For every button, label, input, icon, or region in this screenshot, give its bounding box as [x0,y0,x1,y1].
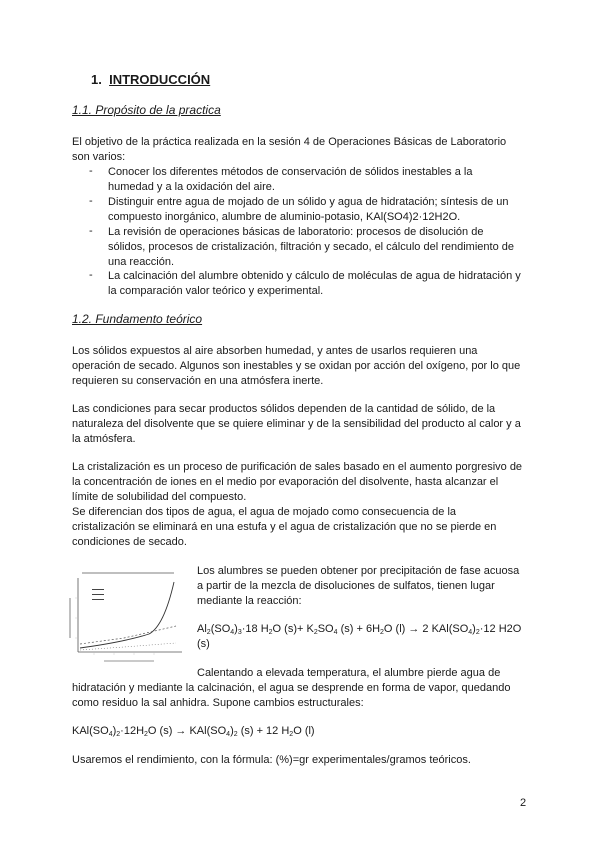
paragraph-yield: Usaremos el rendimiento, con la fórmula: (%)=gr experimentales/gramos teóricos. [72,754,471,766]
bullet-item: La revisión de operaciones básicas de laboratorio: procesos de disolución de sólidos, procesos de cristalización, filtración y secado, el cálculo del rendimiento de una reacción. [108,226,514,268]
bullet-dash: - [89,269,93,281]
paragraph-drying: Los sólidos expuestos al aire absorben humedad, y antes de usarlos requieren una operación de secado. Algunos son inestables y se oxidan por acción del oxígeno, por lo que requieren su conservación en una atmósfera inerte. [72,345,521,387]
bullet-item: Conocer los diferentes métodos de conservación de sólidos inestables a la humedad y a la oxidación del aire. [108,166,473,193]
purpose-intro: El objetivo de la práctica realizada en la sesión 4 de Operaciones Básicas de Laboratorio son varios: [72,136,507,163]
page-number: 2 [520,797,527,809]
paragraph-heating-first-line: Calentando a elevada temperatura, el alumbre pierde agua de [197,667,501,679]
reaction-equation-1: $Al_2(SO_4)_3\cdot 18$ $H_2O$ $(s)+ K_2SO_4$ $(s) + 6H_2O$ (l) → 2 $KAl(SO_4)_2\cdot 12$ H2O (s) [197,623,522,650]
section-title-purpose: 1.1. Propósito de la practica [72,103,221,117]
bullet-dash: - [89,165,93,177]
bullet-dash: - [89,225,93,237]
paragraph-alums: Los alumbres se pueden obtener por precipitación de fase acuosa a partir de la mezcla de disoluciones de sulfatos, tienen lugar mediante la reacción: [197,565,520,607]
bullet-dash: - [89,195,93,207]
reaction-equation-2: $KAl(SO_4)_2\cdot 12H_2O$ $(s) \to KAl(SO_4)_2$ (s) + 12 $H_2O$ (l) [72,725,315,738]
paragraph-conditions: Las condiciones para secar productos sólidos dependen de la cantidad de sólido, de la naturaleza del disolvente que se quiere eliminar y de la sensibilidad del producto al calor y a la atmósfera. [72,403,521,445]
paragraph-crystallization: La cristalización es un proceso de purificación de sales basado en el aumento porgresivo de la concentración de iones en el medio por evaporación del disolvente, hasta alcanzar el límite de solubilidad del compuesto. Se diferencian dos tipos de agua, el agua de mojado como consecuencia de la cristalización se eliminará en una estufa y el agua de cristalización que no se pierde en condiciones de secado. [72,461,523,548]
solubility-chart-image [64,568,188,666]
main-heading: 1. INTRODUCCIÓN [91,72,211,87]
bullet-item: La calcinación del alumbre obtenido y cálculo de moléculas de agua de hidratación y la comparación valor teórico y experimental. [108,270,521,297]
bullet-item: Distinguir entre agua de mojado de un sólido y agua de hidratación; síntesis de un compuesto inorgánico, alumbre de aluminio-potasio, KAl(SO4)2·12H2O. [108,196,509,223]
section-title-theory: 1.2. Fundamento teórico [72,312,203,326]
paragraph-heating: hidratación y mediante la calcinación, el agua se desprende en forma de vapor, quedando como residuo la sal anhidra. Supone cambios estructurales: [72,682,511,709]
